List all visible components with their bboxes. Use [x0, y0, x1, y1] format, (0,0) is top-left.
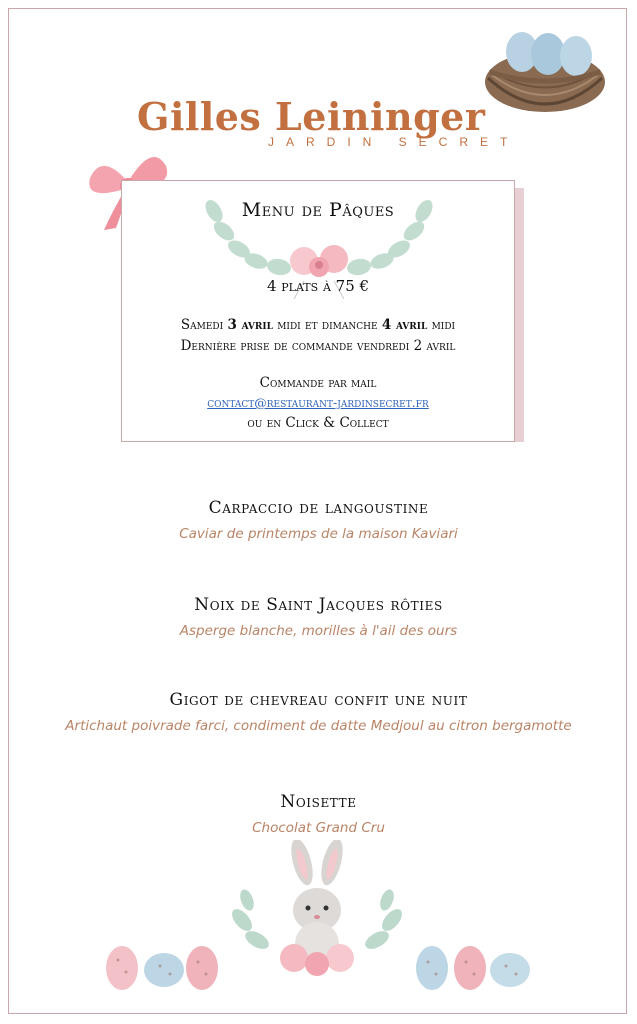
email-link[interactable]: contact@restaurant-jardinsecret.fr	[207, 395, 429, 410]
menu-title: Menu de Pâques	[241, 199, 395, 221]
order-alt: ou en Click & Collect	[247, 415, 389, 431]
dish-name: Carpaccio de langoustine	[208, 498, 429, 518]
dish-name: Noisette	[280, 792, 357, 812]
brand-subtitle: JARDIN SECRET	[268, 135, 520, 149]
menu-card	[121, 180, 515, 442]
bunny-illustration	[222, 840, 412, 980]
brand-name: Gilles Leininger	[137, 94, 486, 139]
dish-2	[0, 595, 637, 639]
menu-price: 4 plats à 75 €	[266, 277, 370, 295]
dish-desc: Caviar de printemps de la maison Kaviari	[179, 526, 458, 542]
dish-name: Noix de Saint Jacques rôties	[194, 595, 443, 615]
dates-line-2: Dernière prise de commande vendredi 2 avril	[180, 338, 456, 354]
easter-eggs-right-illustration	[410, 940, 535, 1000]
order-info	[122, 373, 514, 433]
dish-desc: Chocolat Grand Cru	[252, 820, 385, 836]
dish-1	[0, 498, 637, 542]
nest-eggs-illustration	[480, 20, 610, 120]
order-label: Commande par mail	[259, 375, 377, 391]
menu-dates	[122, 315, 514, 357]
easter-eggs-left-illustration	[100, 940, 225, 1000]
dates-line-1: Samedi 3 avril midi et dimanche 4 avril midi	[180, 317, 456, 333]
dish-desc: Asperge blanche, morilles à l'ail des ours	[179, 623, 458, 639]
dish-desc: Artichaut poivrade farci, condiment de datte Medjoul au citron bergamotte	[65, 718, 572, 734]
dish-3	[0, 690, 637, 734]
dish-name: Gigot de chevreau confit une nuit	[169, 690, 468, 710]
dish-4	[0, 792, 637, 836]
